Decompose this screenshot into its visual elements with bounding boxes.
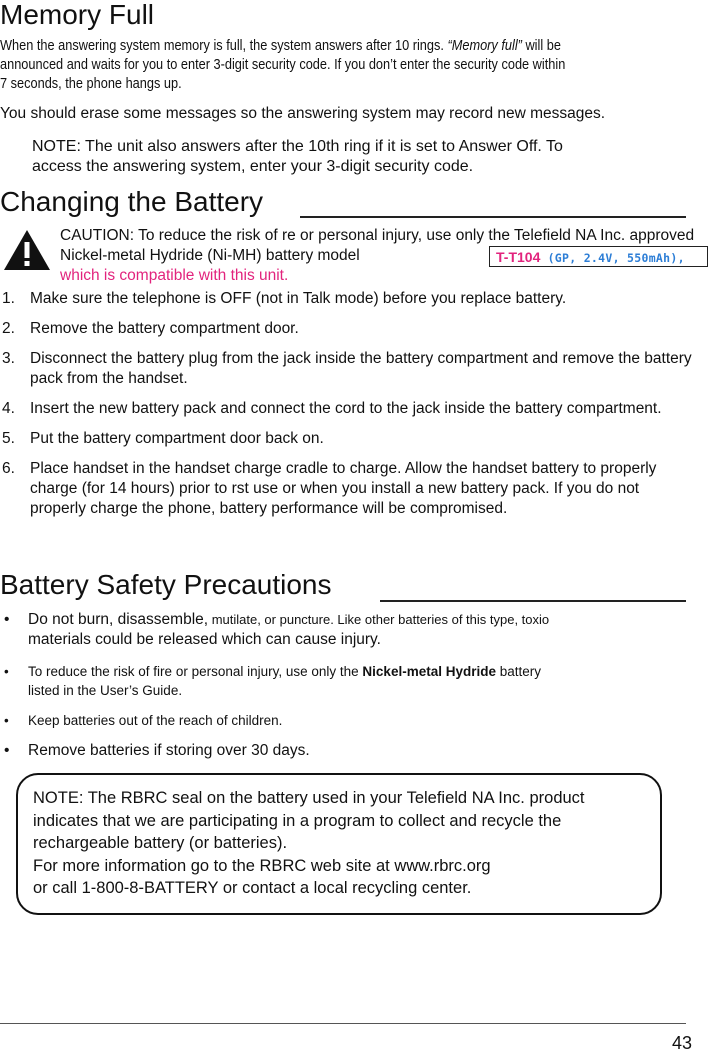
rbrc-note-line: For more information go to the RBRC web site at www.rbrc.org (33, 856, 491, 875)
section-title-memory-full: Memory Full (0, 0, 155, 30)
rbrc-note-line: or call 1-800-8-BATTERY or contact a local recycling center. (33, 879, 472, 897)
battery-model-spec: (GP, 2.4V, 550mAh), (540, 251, 685, 265)
rbrc-note-line: NOTE: The RBRC seal on the battery used in your Telefield NA Inc. product (33, 789, 585, 807)
list-item: • To reduce the risk of fire or personal injury, use only the Nickel-metal Hydride battery listed in the User’s Guide. (4, 664, 542, 698)
list-item: 5. Put the battery compartment door back on. (2, 430, 324, 447)
page-number: 43 (671, 1033, 692, 1053)
battery-model-box (489, 246, 708, 267)
rbrc-note-line: indicates that we are participating in a program to collect and recycle the (33, 811, 562, 830)
erase-messages-text: You should erase some messages so the answering system may record new messages. (0, 105, 606, 122)
list-item: 3. Disconnect the battery plug from the jack inside the battery compartment and remove the battery pack from the handset. (2, 350, 692, 387)
note-answer-off-line2: access the answering system, enter your 3-digit security code. (32, 158, 474, 175)
list-item: • Remove batteries if storing over 30 days. (4, 742, 310, 759)
warning-triangle-icon (2, 228, 52, 272)
caution-compatible-text: which is compatible with this unit. (60, 267, 289, 284)
list-item: 1. Make sure the telephone is OFF (not in Talk mode) before you replace battery. (2, 290, 567, 307)
caution-text: CAUTION: To reduce the risk of re or personal injury, use only the Telefield NA Inc. approved Nickel-metal Hydride (Ni-MH) battery model which is compatible with this unit. (60, 227, 695, 284)
footer-divider (0, 1023, 686, 1024)
list-item: • Do not burn, disassemble, mutilate, or puncture. Like other batteries of this type, toxio materials could be released which can cause injury. (4, 611, 550, 648)
rbrc-note-line: rechargeable battery (or batteries). (33, 834, 288, 852)
section-underline (300, 216, 686, 218)
battery-steps-list (0, 289, 710, 519)
section-underline (380, 600, 686, 602)
list-item: 6. Place handset in the handset charge cradle to charge. Allow the handset battery to properly charge (for 14 hours) prior to rst use or when you install a new battery pack. If you do not properly charge the phone, battery performance will be compromised. (2, 460, 657, 517)
list-item: • Keep batteries out of the reach of children. (4, 713, 283, 728)
rbrc-note-box (16, 773, 662, 915)
section-title-changing-battery: Changing the Battery (0, 186, 264, 217)
memory-full-description: When the answering system memory is full, the system answers after 10 rings. “Memory full” will be announced and waits for you to enter 3-digit security code. If you don’t enter the security code within 7 seconds, the phone hangs up. (0, 38, 566, 92)
safety-bullets-list (0, 610, 710, 761)
note-answer-off-line1: NOTE: The unit also answers after the 10th ring if it is set to Answer Off. To (32, 138, 563, 155)
section-title-battery-safety: Battery Safety Precautions (0, 569, 332, 600)
list-item: 2. Remove the battery compartment door. (2, 320, 299, 337)
list-item: 4. Insert the new battery pack and connect the cord to the jack inside the battery compartment. (2, 400, 662, 417)
battery-model-id: T-T104 (496, 249, 541, 265)
